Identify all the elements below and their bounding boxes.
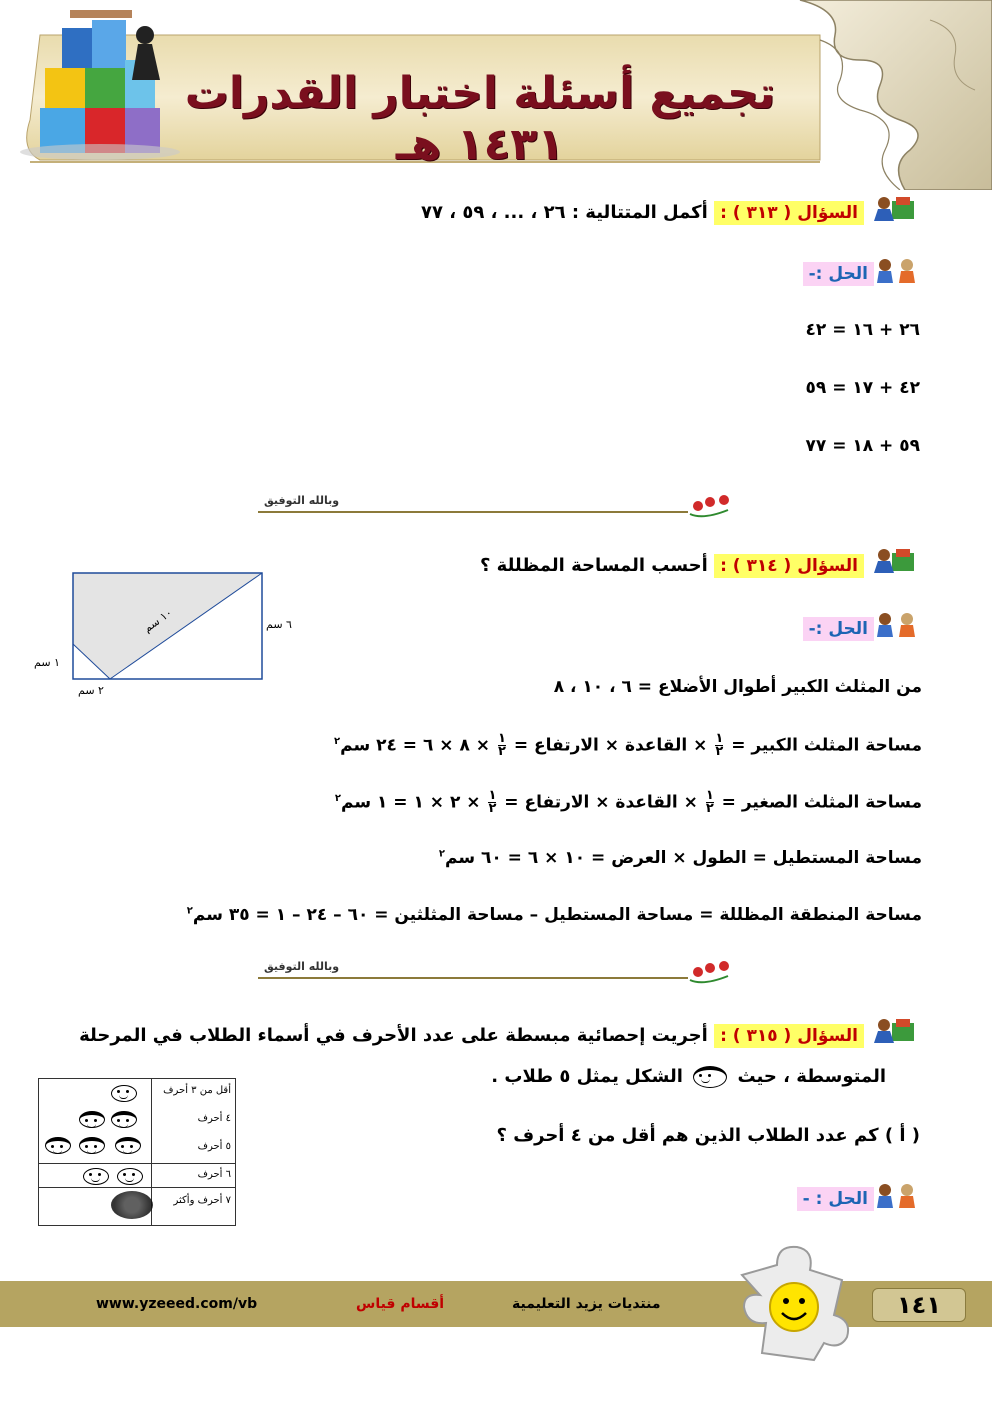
reading-kids-icon xyxy=(870,1015,918,1045)
frac-den: ٢ xyxy=(705,801,714,816)
divider xyxy=(258,958,738,988)
solution-line-3: ٥٩ + ١٨ = ٧٧ xyxy=(805,436,920,456)
small-base-label: ٢ سم xyxy=(78,684,104,697)
table-row-label: أقل من ٣ أحرف xyxy=(163,1085,231,1096)
footer-section: أقسام قياس xyxy=(356,1296,445,1312)
eq-part: × القاعدة × الارتفاع = xyxy=(504,792,698,813)
question-315 xyxy=(79,1025,864,1046)
question-label: السؤال ( ٣١٤ ) : xyxy=(714,554,864,578)
intro-text: من المثلث الكبير أطوال الأضلاع = ٦ ، ١٠ ، ٨ xyxy=(553,677,922,697)
table-divider-horizontal xyxy=(39,1187,235,1188)
students-icon xyxy=(875,1182,919,1210)
solution-label: الحل : - xyxy=(797,1187,874,1211)
question-314 xyxy=(480,555,864,576)
reading-kids-icon xyxy=(870,545,918,575)
solution-line-2: ٤٢ + ١٧ = ٥٩ xyxy=(805,378,920,398)
table-row-label: ٤ أحرف xyxy=(197,1113,231,1124)
question-label: السؤال ( ٣١٥ ) : xyxy=(714,1024,864,1048)
table-row-label: ٦ أحرف xyxy=(197,1169,231,1180)
eq-part: × القاعدة × الارتفاع = xyxy=(513,735,708,756)
equation-big-triangle xyxy=(334,733,922,758)
eq-part: مساحة المنطقة المظللة = مساحة المستطيل – مساحة المثلثين = ٦٠ – ٢٤ – ١ = ٣٥ سم xyxy=(192,905,922,925)
frac-num: ١ xyxy=(715,731,724,746)
divider-text: وبالله التوفيق xyxy=(264,494,340,507)
page-title: تجميع أسئلة اختبار القدرات ١٤٣١ هـ xyxy=(184,68,776,170)
square-sup: ٢ xyxy=(186,905,193,917)
frac-num: ١ xyxy=(497,731,506,746)
page-number: ١٤١ xyxy=(872,1288,966,1322)
table-row-label: ٥ أحرف xyxy=(197,1141,231,1152)
equation-small-triangle xyxy=(335,790,922,815)
frac-num: ١ xyxy=(488,788,497,803)
question-313 xyxy=(421,202,864,223)
solution-line-1: ٢٦ + ١٦ = ٤٢ xyxy=(805,320,920,340)
equation-shaded xyxy=(187,905,922,925)
square-sup: ٢ xyxy=(334,792,342,804)
face-icon xyxy=(117,1168,143,1185)
question-315-line-2 xyxy=(491,1066,886,1088)
face-icon xyxy=(79,1111,105,1128)
students-icon xyxy=(875,257,919,285)
solution-label: الحل :- xyxy=(803,617,874,641)
footer-website[interactable]: www.yzeeed.com/vb xyxy=(96,1296,258,1312)
frac-den: ٢ xyxy=(715,744,724,759)
scribbled-face-icon xyxy=(111,1191,153,1219)
rectangle-figure xyxy=(30,568,310,703)
divider xyxy=(258,492,738,522)
students-icon xyxy=(875,611,919,639)
eq-part: مساحة المستطيل = الطول × العرض = ١٠ × ٦ = ٦٠ سم xyxy=(445,848,922,868)
diagonal-label: ١٠ سم xyxy=(141,606,175,635)
fraction xyxy=(706,790,714,815)
table-row-label: ٧ أحرف وأكثر xyxy=(173,1195,231,1206)
fraction xyxy=(498,733,506,758)
header-banner xyxy=(0,0,992,190)
square-sup: ٢ xyxy=(438,848,446,860)
fraction xyxy=(715,733,723,758)
fraction xyxy=(488,790,496,815)
face-icon xyxy=(79,1137,105,1154)
sub-question-a: ( أ ) كم عدد الطلاب الذين هم أقل من ٤ أحرف ؟ xyxy=(496,1125,920,1146)
question-text: أكمل المتتالية : ٢٦ ، ... ، ٥٩ ، ٧٧ xyxy=(420,202,708,223)
face-icon xyxy=(115,1137,141,1154)
question-label: السؤال ( ٣١٣ ) : xyxy=(714,201,864,225)
eq-part: مساحة المثلث الصغير = xyxy=(721,792,922,813)
question-text: أحسب المساحة المظللة ؟ xyxy=(479,555,708,576)
face-icon xyxy=(83,1168,109,1185)
frac-den: ٢ xyxy=(488,801,497,816)
eq-part: مساحة المثلث الكبير = xyxy=(731,735,922,756)
height-label: ٦ سم xyxy=(266,618,292,631)
eq-part: × ٨ × ٦ = ٢٤ سم xyxy=(340,735,491,756)
question-text: المتوسطة ، حيث xyxy=(737,1066,886,1087)
question-text: الشكل يمثل ٥ طلاب . xyxy=(491,1066,683,1087)
table-divider-horizontal xyxy=(39,1163,235,1164)
eq-part: × ٢ × ١ = ١ سم xyxy=(341,792,481,813)
smiley-puzzle-icon xyxy=(722,1235,862,1365)
pictograph-table xyxy=(38,1078,236,1226)
face-icon xyxy=(111,1085,137,1102)
frac-num: ١ xyxy=(705,788,714,803)
face-symbol-icon xyxy=(693,1066,727,1088)
solution-label: الحل :- xyxy=(803,262,874,286)
question-text: أجريت إحصائية مبسطة على عدد الأحرف في أسماء الطلاب في المرحلة xyxy=(79,1025,708,1046)
small-height-label: ١ سم xyxy=(34,656,60,669)
reading-kids-icon xyxy=(870,193,918,223)
face-icon xyxy=(45,1137,71,1154)
frac-den: ٢ xyxy=(497,744,506,759)
square-sup: ٢ xyxy=(334,735,341,747)
equation-rectangle xyxy=(439,848,922,868)
divider-text: وبالله التوفيق xyxy=(264,960,340,973)
footer-forum: منتديات يزيد التعليمية xyxy=(512,1296,661,1312)
face-icon xyxy=(111,1111,137,1128)
rectangle-diagram xyxy=(30,568,310,703)
